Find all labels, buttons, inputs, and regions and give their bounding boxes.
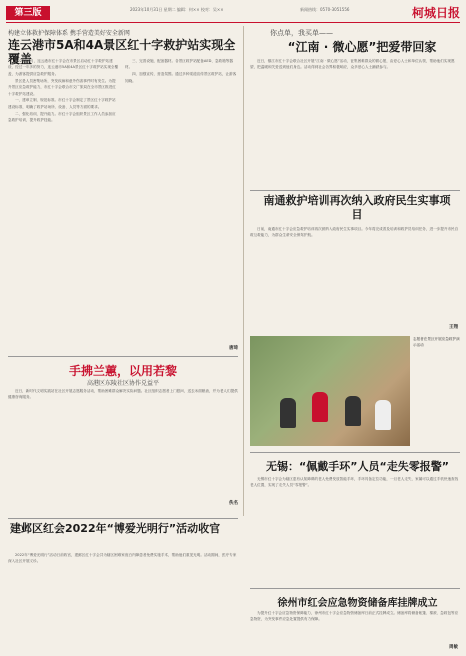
column-divider xyxy=(243,26,244,516)
separator xyxy=(250,588,460,589)
separator xyxy=(8,518,238,519)
bottom-title: 徐州市红会应急物资储备库挂牌成立 xyxy=(277,598,438,609)
mid-left-subtitle: 高港区东陵社区协作兑益平 xyxy=(86,380,159,387)
left-article-para: 一、建章立制，规范标准。市红十字会制定了景区红十字救护站建设标准，明确了救护站场所、设备、人员等方面的要求。 xyxy=(8,98,116,109)
left-article-para: 三、完善设施，配备器材。各景区救护站配备AED、急救箱等器材。 xyxy=(125,59,233,70)
left-article-intro: 2024年4月，连云港市红十字会在市景区启动红十字救护站建设，经过一年多的努力，连云港市5A和4A景区红十字救护站实现全覆盖，为游客提供应急救护服务。 xyxy=(8,59,119,76)
author-3: 佚名 xyxy=(229,501,238,506)
left-article-para: 二、强化培训，提升能力。市红十字会组织景区工作人员参加应急救护培训，提升救护技能。 xyxy=(8,111,116,123)
right-article-title: “江南 · 微心愿”把爱带回家 xyxy=(287,40,437,54)
newspaper-logo: 柯城日报 xyxy=(411,6,460,20)
right-article-body-box xyxy=(250,58,460,186)
left-article-title: 连云港市5A和4A景区红十字救护站实现全覆盖 xyxy=(8,38,236,66)
separator xyxy=(250,452,460,453)
separator xyxy=(250,190,460,191)
left-article-para: 四、加强宣传，营造氛围。通过多种渠道宣传景区救护站，让游客知晓。 xyxy=(125,72,237,83)
author-1: 唐琦 xyxy=(229,346,238,351)
left-article-col1 xyxy=(8,58,119,343)
bottom-body: 为提升红十字会应急物资保障能力，徐州市红十字会应急物资储备库日前正式挂牌成立。储备库将储备帐篷、棉被、急救包等应急物资，为突发事件应急处置提供有力保障。 xyxy=(250,611,459,622)
left-article-kicker: 构建立体救护保障体系 携手营造美好安全新网 xyxy=(8,30,130,37)
photo-caption-box xyxy=(413,336,461,448)
training-body-box xyxy=(250,226,460,326)
mid-right-title: 无锡：“佩戴手环”人员“走失零报警” xyxy=(266,460,449,473)
mid-left-title: 手拂兰蕙，以用若黎 xyxy=(68,364,177,378)
separator xyxy=(8,356,238,357)
right-article-kicker: 你点单，我买单—— xyxy=(270,29,333,37)
event-body: 2022年“博爱光明行”活动日前收官，建邺区红十字会共为辖区困难家庭白内障患者免费实施手术，帮助他们重见光明。活动期间，医疗专家深入社区开展义诊。 xyxy=(8,553,237,564)
news-photo xyxy=(250,336,410,446)
header-meta-left: 2023年10月31日 星期二 编辑：何×× 校对：吴×× xyxy=(130,7,224,12)
author-4: 周敏 xyxy=(449,645,458,650)
photo-caption: 志愿者在景区开展应急救护演示活动 xyxy=(413,337,460,348)
mid-left-body-box xyxy=(8,388,238,508)
mid-right-body: 无锡市红十字会为辖区患有认知障碍的老人免费发放智能手环，手环具备定位功能，一旦老人走失，家属可以通过手机快速查找老人位置，实现了走失人员“零报警”。 xyxy=(250,477,459,488)
header-meta-right: 新闻热线：0570-3051556 xyxy=(300,7,350,12)
header-rule xyxy=(6,22,460,23)
training-title: 南通救护培训再次纳入政府民生实事项目 xyxy=(263,194,451,221)
left-article-para: 景区是人员密集场所，突发疾病和意外伤害事件时有发生。为提升景区应急救护能力，市红十字会联合市文广旅局在全市景区推进红十字救护站建设。 xyxy=(8,78,116,96)
right-article-body: 近日，镇江市红十字会联合社区开展“江南 · 微心愿”活动，征集困难群众的微心愿，由爱心人士和单位认领，帮助他们实现愿望，把温暖和关爱送到他们身边。活动得到社会各界积极响应，众多爱心人士踊跃参与。 xyxy=(250,59,455,70)
left-article-col2 xyxy=(125,58,238,343)
page-badge: 第三版 xyxy=(6,6,50,20)
event-title: 建邺区红会2022年“博爱光明行”活动收官 xyxy=(10,522,221,535)
author-2: 王翔 xyxy=(449,325,458,330)
mid-left-body: 近日，新时代文明实践站在社区开展志愿服务活动，帮助困难群众解决实际问题。社区组织志愿者上门慰问，送去米面粮油，并为老人们提供健康咨询服务。 xyxy=(8,389,238,400)
event-body-box xyxy=(8,552,238,650)
mid-right-body-box xyxy=(250,476,460,586)
training-body: 日前，南通市红十字会应急救护培训再次被纳入政府民生实事项目。今年将完成普及培训和救护员培训任务，进一步提升市民自救互救能力，为群众生命安全保驾护航。 xyxy=(250,227,459,238)
